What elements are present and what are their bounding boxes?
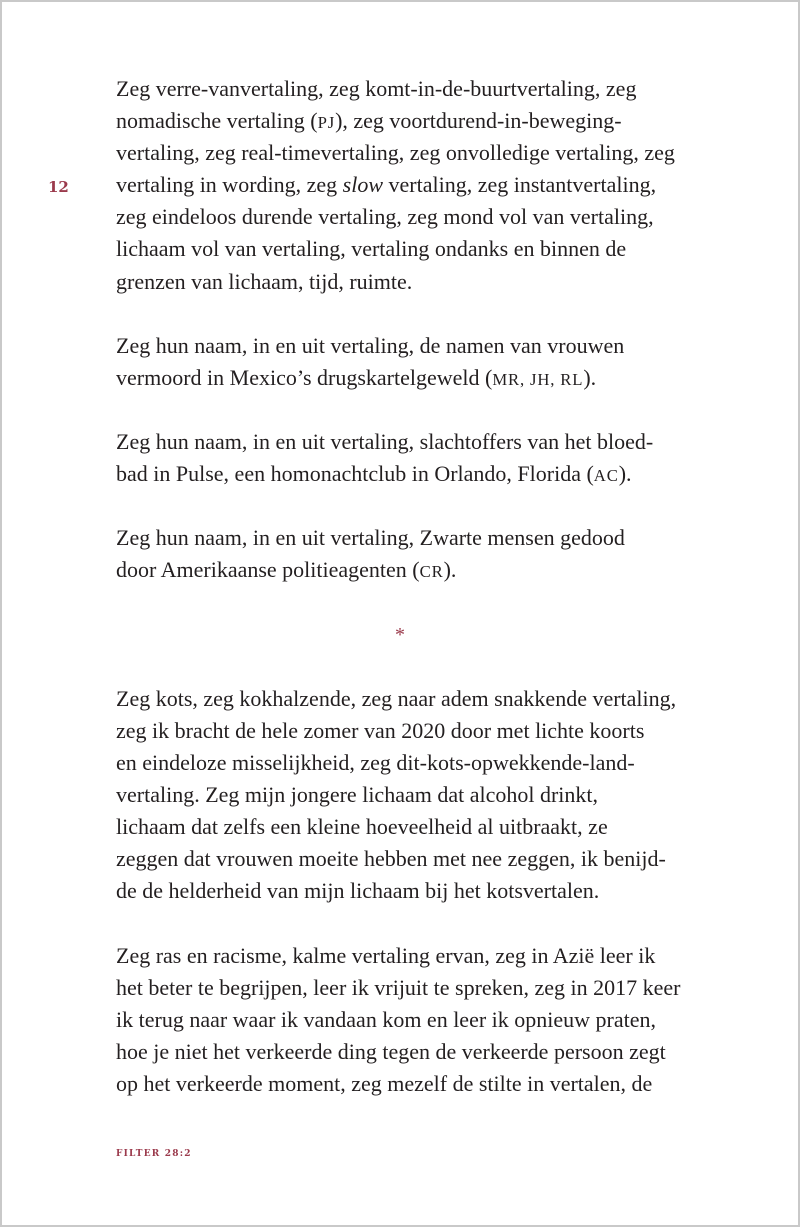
text-line: zeg eindeloos durende vertaling, zeg mond vol van vertaling,: [116, 204, 654, 230]
text-run: ).: [443, 557, 457, 583]
text-line: het beter te begrijpen, leer ik vrijuit te spreken, zeg in 2017 keer: [116, 974, 681, 1000]
text-line: [116, 169, 684, 201]
text-line: zeg ik bracht de hele zomer van 2020 door met lichte koorts: [116, 717, 645, 743]
text-run: ).: [618, 461, 632, 487]
paragraph: [116, 940, 684, 1100]
text-line: lichaam dat zelfs een kleine hoeveelheid al uitbraakt, ze: [116, 814, 608, 840]
small-caps-initials: AC: [593, 466, 619, 486]
text-run: vertaling, zeg instantvertaling,: [383, 172, 657, 198]
text-line: [116, 458, 684, 490]
text-run: ).: [583, 364, 597, 390]
text-line: hoe je niet het verkeerde ding tegen de verkeerde persoon zegt: [116, 1038, 666, 1064]
text-run: vertaling in wording, zeg: [116, 172, 343, 198]
running-footer: FILTER 28:2: [116, 1149, 192, 1159]
text-run: ), zeg voortdurend-in-beweging-: [335, 108, 622, 134]
small-caps-initials: PJ: [317, 113, 336, 133]
text-run: vermoord in Mexico’s drugskartelgeweld (: [116, 364, 493, 390]
small-caps-initials: CR: [419, 562, 444, 582]
paragraph: [116, 73, 684, 298]
text-line: Zeg ras en racisme, kalme vertaling ervan, zeg in Azië leer ik: [116, 942, 656, 968]
text-line: vertaling. Zeg mijn jongere lichaam dat alcohol drinkt,: [116, 782, 599, 808]
text-line: grenzen van lichaam, tijd, ruimte.: [116, 268, 413, 294]
text-line: de de helderheid van mijn lichaam bij het kotsvertalen.: [116, 878, 600, 904]
text-line: zeggen dat vrouwen moeite hebben met nee zeggen, ik benijd-: [116, 846, 666, 872]
text-run: bad in Pulse, een homonachtclub in Orlando, Florida (: [116, 461, 594, 487]
section-two: [116, 683, 684, 1100]
text-line: lichaam vol van vertaling, vertaling ondanks en binnen de: [116, 236, 627, 262]
text-line: [116, 362, 684, 394]
text-line: op het verkeerde moment, zeg mezelf de stilte in vertalen, de: [116, 1070, 653, 1096]
text-line: Zeg hun naam, in en uit vertaling, de namen van vrouwen: [116, 332, 625, 358]
italic-run: slow: [342, 172, 384, 198]
text-run: door Amerikaanse politieagenten (: [116, 557, 420, 583]
text-line: Zeg hun naam, in en uit vertaling, Zwarte mensen gedood: [116, 525, 625, 551]
text-line: Zeg kots, zeg kokhalzende, zeg naar adem snakkende vertaling,: [116, 685, 677, 711]
text-line: [116, 554, 684, 586]
paragraph: [116, 522, 684, 586]
paragraph: [116, 330, 684, 394]
paragraph: [116, 683, 684, 908]
section-one: [116, 73, 684, 587]
body-text: [116, 73, 684, 1132]
section-separator-asterisk: *: [395, 623, 405, 646]
small-caps-initials: MR, JH, RL: [492, 369, 584, 389]
text-line: en eindeloze misselijkheid, zeg dit-kots-opwekkende-land-: [116, 749, 635, 775]
paragraph: [116, 426, 684, 490]
text-run: nomadische vertaling (: [116, 108, 318, 134]
page-number: 12: [48, 178, 69, 196]
text-line: vertaling, zeg real-timevertaling, zeg onvolledige vertaling, zeg: [116, 140, 675, 166]
text-line: ik terug naar waar ik vandaan kom en leer ik opnieuw praten,: [116, 1006, 657, 1032]
text-line: Zeg hun naam, in en uit vertaling, slachtoffers van het bloed-: [116, 429, 654, 455]
text-line: Zeg verre-vanvertaling, zeg komt-in-de-buurtvertaling, zeg: [116, 76, 637, 101]
text-line: [116, 105, 684, 137]
